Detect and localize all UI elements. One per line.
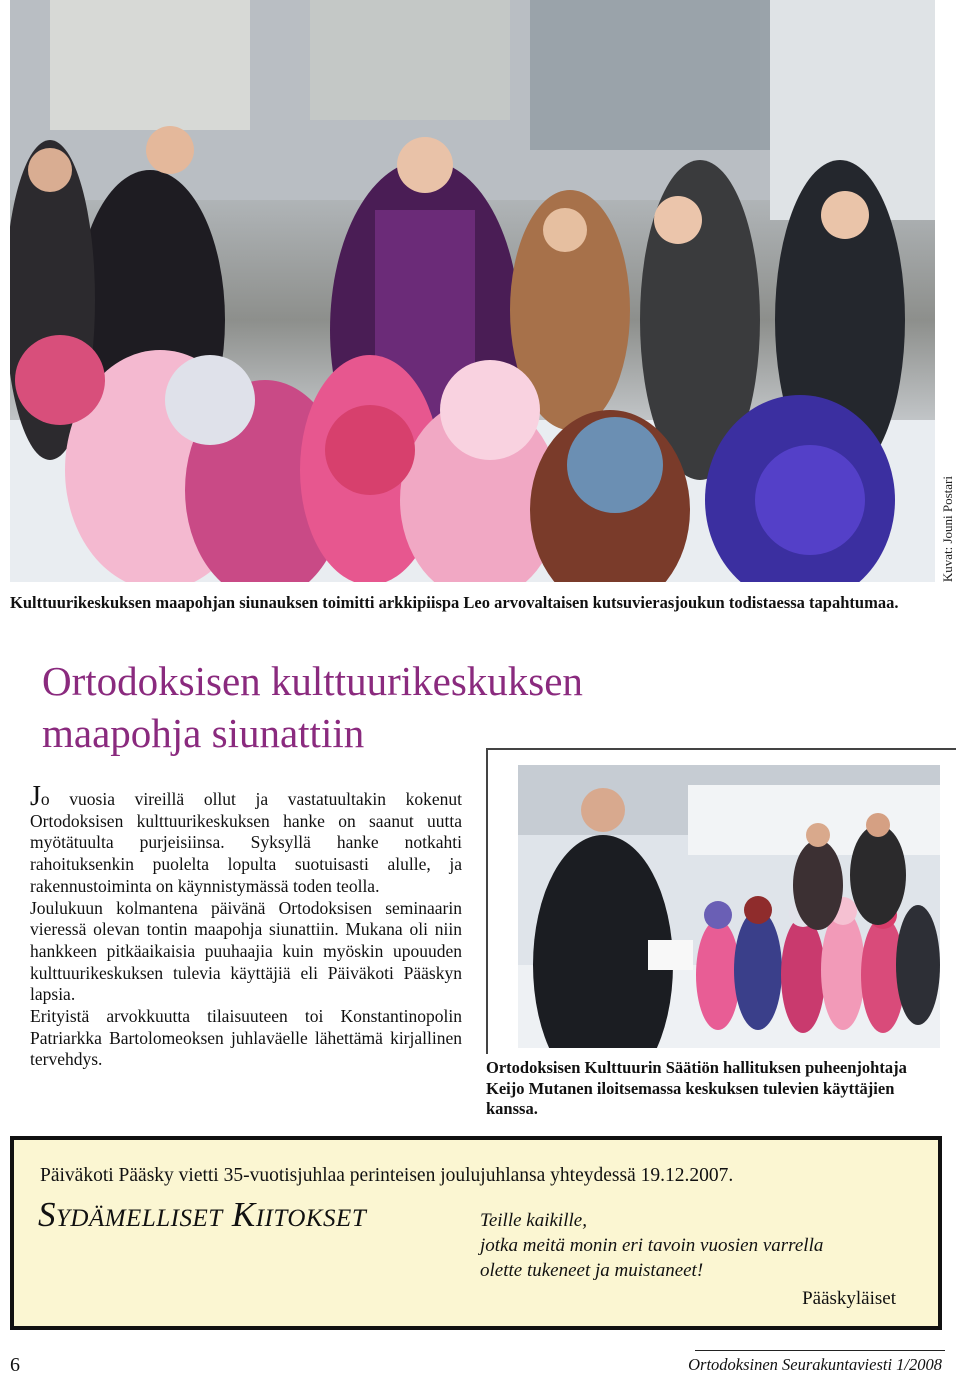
article-paragraph-1-text: o vuosia vireillä ollut ja vastatuultakin kokenut Ortodoksisen kulttuurikeskuksen hanke on saanut uutta myötätuulta purjeisiinsa. Syksyllä hanke notkahti rahoituksenkin puolelta lopulta suotuisasti alulle, ja rakennustoiminta on käynnistymässä toden teolla.	[30, 789, 462, 896]
headline-line-1: Ortodoksisen kulttuurikeskuksen	[42, 658, 583, 704]
article-paragraph-3: Erityistä arvokkuutta tilaisuuteen toi Konstantinopolin Patriarkka Bartolomeoksen juhlaväelle lähettämä kirjallinen tervehdys.	[30, 1006, 462, 1070]
publication-title: Ortodoksinen Seurakuntaviesti 1/2008	[688, 1355, 942, 1374]
article-body	[30, 781, 462, 1071]
thank-you-box	[10, 1136, 942, 1330]
photo-credit	[936, 0, 960, 582]
box-greeting	[480, 1208, 900, 1283]
box-announcement: Päiväkoti Pääsky vietti 35-vuotisjuhlaa perinteisen joulujuhlansa yhteydessä 19.12.2007.	[40, 1165, 734, 1186]
photo-credit-text: Kuvat: Jouni Postari	[940, 475, 955, 582]
top-photo-illustration	[10, 0, 935, 582]
page-number: 6	[10, 1354, 20, 1376]
greeting-line-2: jotka meitä monin eri tavoin vuosien varrella	[480, 1235, 824, 1256]
right-photo	[518, 765, 940, 1048]
article-paragraph-1	[30, 781, 462, 898]
right-photo-caption: Ortodoksisen Kulttuurin Säätiön hallituksen puheenjohtaja Keijo Mutanen iloitsemassa keskuksen tulevien käyttäjien kanssa.	[486, 1058, 907, 1118]
right-photo-illustration	[518, 765, 940, 1048]
article-headline	[42, 655, 742, 759]
drop-cap: J	[30, 781, 41, 812]
top-photo	[10, 0, 935, 582]
greeting-line-3: olette tukeneet ja muistaneet!	[480, 1260, 704, 1281]
box-title: Sydämelliset Kiitokset	[38, 1195, 367, 1234]
article-paragraph-2: Joulukuun kolmantena päivänä Ortodoksisen seminaarin vieressä olevan tontin maapohja siunattiin. Mukana oli niin hankkeen pitkäaikaisia puuhaajia kuin myöskin upouuden kulttuurikeskuksen tulevia käyttäjiä eli Päiväkoti Pääskyn lapsia.	[30, 897, 462, 1005]
top-photo-caption: Kulttuurikeskuksen maapohjan siunauksen toimitti arkkipiispa Leo arvovaltaisen kutsuvierasjoukun todistaessa tapahtumaa.	[10, 593, 899, 612]
box-signature: Pääskyläiset	[802, 1288, 896, 1309]
footer-rule	[695, 1350, 945, 1351]
greeting-line-1: Teille kaikille,	[480, 1210, 587, 1231]
headline-line-2: maapohja siunattiin	[42, 710, 365, 756]
